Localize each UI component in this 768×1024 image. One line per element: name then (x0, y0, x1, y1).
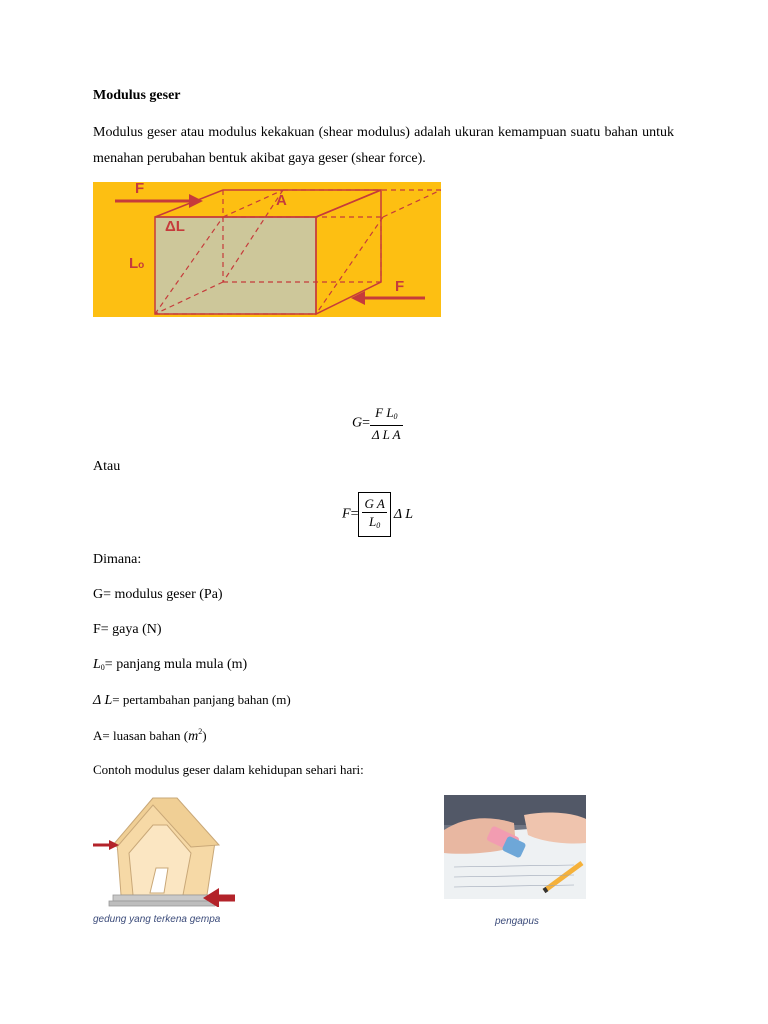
formula-g-denominator: Δ L A (372, 427, 401, 442)
def-a-close: ) (202, 728, 207, 743)
house-svg (93, 795, 238, 907)
house-illustration (93, 795, 238, 907)
delta-l-label: ΔL (165, 218, 185, 235)
formula-f-tail: Δ L (393, 506, 414, 522)
def-g: G= modulus geser (Pa) (93, 587, 223, 602)
def-a (93, 727, 207, 745)
def-a-unit: m (188, 729, 199, 744)
shear-diagram-svg (93, 182, 441, 317)
def-f: F= gaya (N) (93, 622, 162, 637)
formula-f-numerator: G A (364, 496, 385, 511)
def-dl-text: = pertambahan panjang bahan (m) (112, 692, 291, 707)
caption-house: gedung yang terkena gempa (93, 914, 221, 925)
formula-f (342, 492, 413, 537)
dimana-text: Dimana: (93, 552, 142, 567)
equals-sign: = (362, 415, 371, 431)
formula-g-numerator: F L (375, 405, 394, 420)
page-title: Modulus geser (93, 88, 181, 103)
l0-label (129, 255, 144, 272)
eraser-svg (444, 795, 586, 899)
formula-f-bracket (358, 492, 390, 537)
contoh-text: Contoh modulus geser dalam kehidupan sehari hari: (93, 762, 364, 777)
def-l0-text: = panjang mula mula (m) (104, 657, 248, 672)
force-label-top: F (135, 180, 145, 197)
force-label-bottom: F (395, 278, 405, 295)
atau-text: Atau (93, 459, 121, 474)
formula-f-den-sub: 0 (376, 521, 381, 530)
intro-paragraph: Modulus geser atau modulus kekakuan (shear modulus) adalah ukuran kemampuan suatu bahan untuk menahan perubahan bentuk akibat gaya geser (shear force). (93, 125, 674, 166)
def-l0-symbol: L (93, 657, 101, 672)
def-l0-sub: 0 (100, 663, 105, 672)
shear-diagram (93, 182, 441, 317)
formula-g-num-sub: 0 (393, 412, 398, 421)
def-a-text: A= luasan bahan ( (93, 728, 189, 743)
def-a-sup: 2 (198, 727, 203, 736)
eraser-photo (444, 795, 586, 899)
def-dl (93, 692, 291, 709)
def-l0 (93, 657, 247, 673)
l0-letter: L (129, 255, 139, 272)
l0-subscript: o (138, 260, 145, 271)
caption-eraser: pengapus (495, 916, 539, 927)
area-label: A (276, 192, 287, 209)
formula-g (352, 404, 403, 443)
formula-g-fraction (370, 404, 403, 443)
equals-sign-2: = (350, 506, 359, 522)
def-dl-symbol: Δ L (93, 693, 113, 708)
formula-g-lhs: G (352, 415, 363, 431)
formula-f-denominator: L (369, 514, 377, 529)
formula-f-lhs: F (342, 506, 351, 522)
